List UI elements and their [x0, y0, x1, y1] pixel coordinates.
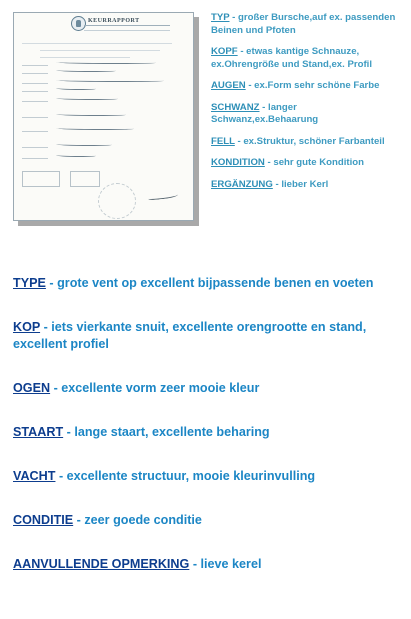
report-handwriting: [56, 127, 134, 130]
report-handwriting: [56, 61, 156, 64]
report-label: [22, 91, 48, 92]
dutch-note-key: OGEN: [13, 381, 51, 395]
report-box: [22, 171, 60, 187]
german-note-fell: [211, 136, 406, 149]
report-label: [22, 65, 48, 66]
dutch-note-aanvullende-opmerking: [13, 556, 385, 573]
german-note-text: - langer Schwanz,ex.Behaarung: [211, 101, 319, 125]
dutch-note-text: - excellente structuur, mooie kleurinvulling: [55, 469, 316, 483]
dutch-note-key: VACHT: [13, 469, 56, 483]
report-stamp: [98, 183, 136, 219]
report-handwriting: [56, 79, 164, 82]
report-scan: [13, 12, 199, 226]
dutch-note-vacht: [13, 468, 385, 485]
german-note-key: ERGÄNZUNG: [211, 178, 273, 190]
report-handwriting: [56, 87, 96, 90]
report-handwriting: [56, 143, 112, 146]
dutch-note-key: KOP: [13, 320, 41, 334]
report-label: [22, 83, 48, 84]
report-handwriting: [56, 154, 96, 157]
dutch-note-conditie: [13, 512, 385, 529]
report-label: [22, 101, 48, 102]
report-line: [40, 50, 160, 51]
dutch-note-text: - grote vent op excellent bijpassende benen en voeten: [45, 276, 374, 290]
dutch-note-text: - lange staart, excellente beharing: [63, 425, 270, 439]
dutch-note-text: - excellente vorm zeer mooie kleur: [50, 381, 260, 395]
report-handwriting: [56, 97, 118, 100]
german-note-key: TYP: [211, 12, 230, 23]
german-note-text: - sehr gute Kondition: [264, 157, 364, 168]
german-note-kopf: [211, 46, 406, 71]
dutch-note-text: - lieve kerel: [189, 557, 262, 571]
german-note-erganzung: [211, 179, 406, 192]
report-title: KEURRAPPORT: [88, 18, 140, 24]
report-handwriting: [56, 69, 116, 72]
report-label: [22, 73, 48, 74]
german-note-kondition: [211, 157, 406, 170]
report-signature: [148, 191, 178, 200]
german-note-text: - ex.Form sehr schöne Farbe: [245, 80, 380, 91]
german-note-text: - etwas kantige Schnauze, ex.Ohrengröße und Stand,ex. Profil: [211, 46, 372, 70]
german-note-text: - ex.Struktur, schöner Farbanteil: [234, 135, 385, 147]
dutch-note-staart: [13, 424, 385, 441]
report-label: [22, 131, 48, 132]
german-note-key: SCHWANZ: [211, 101, 260, 113]
dutch-note-key: CONDITIE: [13, 513, 74, 527]
report-handwriting: [56, 113, 126, 116]
german-notes: [211, 12, 406, 200]
dutch-note-key: TYPE: [13, 276, 46, 290]
dutch-note-kop: [13, 319, 385, 353]
report-label: [22, 158, 48, 159]
german-note-text: - lieber Kerl: [272, 178, 329, 190]
report-line: [40, 57, 130, 58]
german-note-key: AUGEN: [211, 80, 246, 91]
report-label: [22, 117, 48, 118]
dutch-note-text: - zeer goede conditie: [73, 513, 202, 527]
german-note-key: FELL: [211, 135, 235, 147]
german-note-typ: [211, 12, 406, 37]
german-note-text: - großer Bursche,auf ex. passenden Beinen und Pfoten: [211, 12, 396, 36]
german-note-key: KONDITION: [211, 157, 265, 168]
report-box: [70, 171, 100, 187]
dutch-note-key: STAART: [13, 425, 64, 439]
dutch-note-key: AANVULLENDE OPMERKING: [13, 557, 190, 571]
german-note-key: KOPF: [211, 46, 238, 57]
report-subtitle-lines: [84, 25, 170, 31]
dutch-note-ogen: [13, 380, 385, 397]
report-label: [22, 147, 48, 148]
dutch-note-text: - iets vierkante snuit, excellente orengrootte en stand, excellent profiel: [13, 320, 367, 351]
dutch-notes: [13, 275, 385, 573]
german-note-schwanz: [211, 102, 406, 127]
german-note-augen: [211, 80, 406, 93]
report-line: [22, 43, 172, 44]
report-document: [13, 12, 194, 221]
dutch-note-type: [13, 275, 385, 292]
